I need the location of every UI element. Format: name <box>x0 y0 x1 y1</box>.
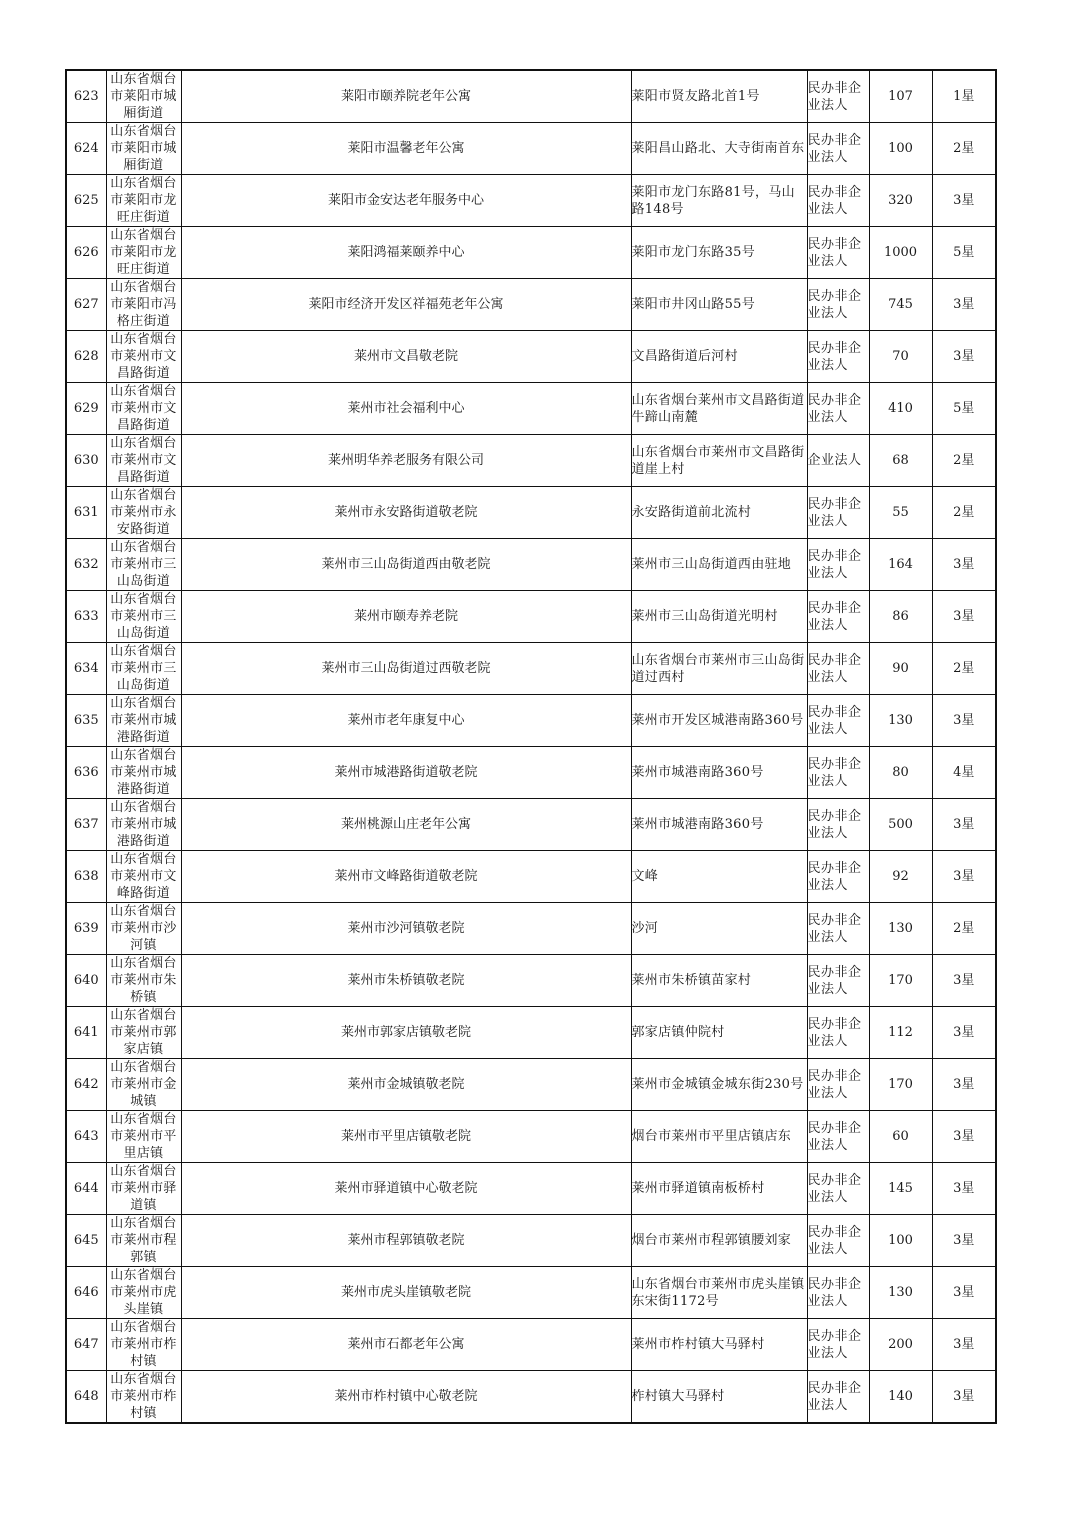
star-rating-cell: 3星 <box>932 695 996 747</box>
bed-count-cell: 170 <box>869 1059 932 1111</box>
location-cell: 山东省烟台市莱州市程郭镇 <box>106 1215 181 1267</box>
star-rating-cell: 3星 <box>932 1267 996 1319</box>
bed-count-cell: 70 <box>869 331 932 383</box>
row-number-cell: 639 <box>66 903 106 955</box>
institution-name-cell: 莱州市颐寿养老院 <box>181 591 631 643</box>
bed-count-cell: 90 <box>869 643 932 695</box>
address-cell: 莱州市城港南路360号 <box>631 799 807 851</box>
row-number-cell: 631 <box>66 487 106 539</box>
star-rating-cell: 3星 <box>932 539 996 591</box>
bed-count-cell: 112 <box>869 1007 932 1059</box>
row-number-cell: 632 <box>66 539 106 591</box>
star-rating-cell: 2星 <box>932 487 996 539</box>
address-cell: 文峰 <box>631 851 807 903</box>
institution-name-cell: 莱阳市温馨老年公寓 <box>181 123 631 175</box>
location-cell: 山东省烟台市莱州市三山岛街道 <box>106 539 181 591</box>
legal-type-cell: 民办非企业法人 <box>807 383 869 435</box>
row-number-cell: 629 <box>66 383 106 435</box>
address-cell: 莱州市驿道镇南板桥村 <box>631 1163 807 1215</box>
legal-type-cell: 民办非企业法人 <box>807 1371 869 1424</box>
star-rating-cell: 3星 <box>932 1059 996 1111</box>
address-cell: 莱阳市龙门东路81号，马山路148号 <box>631 175 807 227</box>
star-rating-cell: 3星 <box>932 851 996 903</box>
row-number-cell: 636 <box>66 747 106 799</box>
star-rating-cell: 3星 <box>932 1319 996 1371</box>
address-cell: 山东省烟台市莱州市三山岛街道过西村 <box>631 643 807 695</box>
legal-type-cell: 民办非企业法人 <box>807 1215 869 1267</box>
address-cell: 莱阳市龙门东路35号 <box>631 227 807 279</box>
location-cell: 山东省烟台市莱州市文峰路街道 <box>106 851 181 903</box>
row-number-cell: 643 <box>66 1111 106 1163</box>
table-row <box>66 279 996 331</box>
location-cell: 山东省烟台市莱阳市城厢街道 <box>106 123 181 175</box>
institution-name-cell: 莱州市社会福利中心 <box>181 383 631 435</box>
legal-type-cell: 民办非企业法人 <box>807 1319 869 1371</box>
bed-count-cell: 200 <box>869 1319 932 1371</box>
row-number-cell: 627 <box>66 279 106 331</box>
location-cell: 山东省烟台市莱州市文昌路街道 <box>106 383 181 435</box>
location-cell: 山东省烟台市莱州市城港路街道 <box>106 799 181 851</box>
star-rating-cell: 2星 <box>932 643 996 695</box>
star-rating-cell: 2星 <box>932 903 996 955</box>
row-number-cell: 626 <box>66 227 106 279</box>
legal-type-cell: 民办非企业法人 <box>807 955 869 1007</box>
table-row <box>66 643 996 695</box>
star-rating-cell: 4星 <box>932 747 996 799</box>
bed-count-cell: 130 <box>869 695 932 747</box>
table-row <box>66 1371 996 1424</box>
bed-count-cell: 68 <box>869 435 932 487</box>
table-row <box>66 383 996 435</box>
legal-type-cell: 民办非企业法人 <box>807 1267 869 1319</box>
legal-type-cell: 民办非企业法人 <box>807 695 869 747</box>
table-row <box>66 903 996 955</box>
institution-name-cell: 莱阳市颐养院老年公寓 <box>181 70 631 123</box>
row-number-cell: 646 <box>66 1267 106 1319</box>
address-cell: 莱州市城港南路360号 <box>631 747 807 799</box>
address-cell: 文昌路街道后河村 <box>631 331 807 383</box>
location-cell: 山东省烟台市莱州市文昌路街道 <box>106 435 181 487</box>
table-row <box>66 1319 996 1371</box>
address-cell: 山东省烟台市莱州市文昌路街道崖上村 <box>631 435 807 487</box>
row-number-cell: 630 <box>66 435 106 487</box>
bed-count-cell: 55 <box>869 487 932 539</box>
table-row <box>66 227 996 279</box>
legal-type-cell: 民办非企业法人 <box>807 643 869 695</box>
bed-count-cell: 130 <box>869 903 932 955</box>
bed-count-cell: 500 <box>869 799 932 851</box>
row-number-cell: 637 <box>66 799 106 851</box>
institution-name-cell: 莱州市文峰路街道敬老院 <box>181 851 631 903</box>
institution-name-cell: 莱州市石都老年公寓 <box>181 1319 631 1371</box>
location-cell: 山东省烟台市莱州市沙河镇 <box>106 903 181 955</box>
row-number-cell: 645 <box>66 1215 106 1267</box>
institution-name-cell: 莱州市城港路街道敬老院 <box>181 747 631 799</box>
legal-type-cell: 民办非企业法人 <box>807 1059 869 1111</box>
location-cell: 山东省烟台市莱阳市冯格庄街道 <box>106 279 181 331</box>
address-cell: 莱阳昌山路北、大寺街南首东 <box>631 123 807 175</box>
star-rating-cell: 3星 <box>932 1007 996 1059</box>
location-cell: 山东省烟台市莱州市永安路街道 <box>106 487 181 539</box>
location-cell: 山东省烟台市莱阳市城厢街道 <box>106 70 181 123</box>
legal-type-cell: 民办非企业法人 <box>807 227 869 279</box>
row-number-cell: 642 <box>66 1059 106 1111</box>
bed-count-cell: 100 <box>869 1215 932 1267</box>
address-cell: 莱州市三山岛街道光明村 <box>631 591 807 643</box>
table-row <box>66 1215 996 1267</box>
bed-count-cell: 92 <box>869 851 932 903</box>
institution-name-cell: 莱州桃源山庄老年公寓 <box>181 799 631 851</box>
table-row <box>66 435 996 487</box>
star-rating-cell: 5星 <box>932 383 996 435</box>
bed-count-cell: 1000 <box>869 227 932 279</box>
address-cell: 烟台市莱州市平里店镇店东 <box>631 1111 807 1163</box>
row-number-cell: 634 <box>66 643 106 695</box>
star-rating-cell: 3星 <box>932 1163 996 1215</box>
institution-name-cell: 莱州市永安路街道敬老院 <box>181 487 631 539</box>
legal-type-cell: 民办非企业法人 <box>807 851 869 903</box>
table-row <box>66 1163 996 1215</box>
star-rating-cell: 3星 <box>932 279 996 331</box>
institution-name-cell: 莱州市平里店镇敬老院 <box>181 1111 631 1163</box>
star-rating-cell: 2星 <box>932 123 996 175</box>
row-number-cell: 625 <box>66 175 106 227</box>
bed-count-cell: 107 <box>869 70 932 123</box>
institution-name-cell: 莱州市朱桥镇敬老院 <box>181 955 631 1007</box>
table-row <box>66 331 996 383</box>
institution-name-cell: 莱州市驿道镇中心敬老院 <box>181 1163 631 1215</box>
star-rating-cell: 5星 <box>932 227 996 279</box>
legal-type-cell: 民办非企业法人 <box>807 747 869 799</box>
star-rating-cell: 2星 <box>932 435 996 487</box>
table-row <box>66 851 996 903</box>
bed-count-cell: 145 <box>869 1163 932 1215</box>
location-cell: 山东省烟台市莱阳市龙旺庄街道 <box>106 227 181 279</box>
star-rating-cell: 3星 <box>932 1215 996 1267</box>
row-number-cell: 648 <box>66 1371 106 1424</box>
address-cell: 永安路街道前北流村 <box>631 487 807 539</box>
address-cell: 沙河 <box>631 903 807 955</box>
legal-type-cell: 民办非企业法人 <box>807 279 869 331</box>
table-row <box>66 1267 996 1319</box>
legal-type-cell: 企业法人 <box>807 435 869 487</box>
location-cell: 山东省烟台市莱州市三山岛街道 <box>106 643 181 695</box>
legal-type-cell: 民办非企业法人 <box>807 799 869 851</box>
institution-name-cell: 莱州市老年康复中心 <box>181 695 631 747</box>
star-rating-cell: 3星 <box>932 1111 996 1163</box>
bed-count-cell: 86 <box>869 591 932 643</box>
star-rating-cell: 3星 <box>932 331 996 383</box>
table-row <box>66 487 996 539</box>
star-rating-cell: 3星 <box>932 175 996 227</box>
legal-type-cell: 民办非企业法人 <box>807 123 869 175</box>
bed-count-cell: 164 <box>869 539 932 591</box>
legal-type-cell: 民办非企业法人 <box>807 1007 869 1059</box>
institution-name-cell: 莱州市柞村镇中心敬老院 <box>181 1371 631 1424</box>
address-cell: 烟台市莱州市程郭镇腰刘家 <box>631 1215 807 1267</box>
row-number-cell: 633 <box>66 591 106 643</box>
bed-count-cell: 100 <box>869 123 932 175</box>
bed-count-cell: 80 <box>869 747 932 799</box>
institution-name-cell: 莱州市虎头崖镇敬老院 <box>181 1267 631 1319</box>
row-number-cell: 623 <box>66 70 106 123</box>
elderly-care-institution-table <box>65 69 997 1424</box>
document-page <box>65 69 995 1424</box>
address-cell: 郭家店镇仲院村 <box>631 1007 807 1059</box>
star-rating-cell: 1星 <box>932 70 996 123</box>
location-cell: 山东省烟台市莱州市城港路街道 <box>106 747 181 799</box>
location-cell: 山东省烟台市莱州市虎头崖镇 <box>106 1267 181 1319</box>
location-cell: 山东省烟台市莱州市平里店镇 <box>106 1111 181 1163</box>
location-cell: 山东省烟台市莱州市朱桥镇 <box>106 955 181 1007</box>
address-cell: 莱州市金城镇金城东街230号 <box>631 1059 807 1111</box>
institution-name-cell: 莱阳鸿福莱颐养中心 <box>181 227 631 279</box>
table-row <box>66 955 996 1007</box>
bed-count-cell: 170 <box>869 955 932 1007</box>
location-cell: 山东省烟台市莱州市三山岛街道 <box>106 591 181 643</box>
row-number-cell: 638 <box>66 851 106 903</box>
institution-name-cell: 莱州市三山岛街道过西敬老院 <box>181 643 631 695</box>
bed-count-cell: 745 <box>869 279 932 331</box>
address-cell: 莱州市柞村镇大马驿村 <box>631 1319 807 1371</box>
row-number-cell: 628 <box>66 331 106 383</box>
legal-type-cell: 民办非企业法人 <box>807 487 869 539</box>
row-number-cell: 647 <box>66 1319 106 1371</box>
legal-type-cell: 民办非企业法人 <box>807 175 869 227</box>
star-rating-cell: 3星 <box>932 1371 996 1424</box>
table-row <box>66 591 996 643</box>
institution-name-cell: 莱州市金城镇敬老院 <box>181 1059 631 1111</box>
address-cell: 莱阳市贤友路北首1号 <box>631 70 807 123</box>
address-cell: 柞村镇大马驿村 <box>631 1371 807 1424</box>
institution-name-cell: 莱阳市金安达老年服务中心 <box>181 175 631 227</box>
table-row <box>66 123 996 175</box>
star-rating-cell: 3星 <box>932 955 996 1007</box>
table-row <box>66 1111 996 1163</box>
legal-type-cell: 民办非企业法人 <box>807 591 869 643</box>
location-cell: 山东省烟台市莱阳市龙旺庄街道 <box>106 175 181 227</box>
location-cell: 山东省烟台市莱州市郭家店镇 <box>106 1007 181 1059</box>
institution-name-cell: 莱州市沙河镇敬老院 <box>181 903 631 955</box>
row-number-cell: 624 <box>66 123 106 175</box>
bed-count-cell: 130 <box>869 1267 932 1319</box>
table-body <box>66 70 996 1423</box>
bed-count-cell: 320 <box>869 175 932 227</box>
star-rating-cell: 3星 <box>932 591 996 643</box>
row-number-cell: 640 <box>66 955 106 1007</box>
row-number-cell: 635 <box>66 695 106 747</box>
address-cell: 山东省烟台莱州市文昌路街道牛蹄山南麓 <box>631 383 807 435</box>
address-cell: 莱州市开发区城港南路360号 <box>631 695 807 747</box>
table-row <box>66 70 996 123</box>
institution-name-cell: 莱州市郭家店镇敬老院 <box>181 1007 631 1059</box>
address-cell: 山东省烟台市莱州市虎头崖镇东宋街1172号 <box>631 1267 807 1319</box>
star-rating-cell: 3星 <box>932 799 996 851</box>
institution-name-cell: 莱州市程郭镇敬老院 <box>181 1215 631 1267</box>
location-cell: 山东省烟台市莱州市金城镇 <box>106 1059 181 1111</box>
location-cell: 山东省烟台市莱州市城港路街道 <box>106 695 181 747</box>
legal-type-cell: 民办非企业法人 <box>807 539 869 591</box>
bed-count-cell: 60 <box>869 1111 932 1163</box>
table-row <box>66 799 996 851</box>
legal-type-cell: 民办非企业法人 <box>807 903 869 955</box>
location-cell: 山东省烟台市莱州市驿道镇 <box>106 1163 181 1215</box>
legal-type-cell: 民办非企业法人 <box>807 331 869 383</box>
row-number-cell: 641 <box>66 1007 106 1059</box>
location-cell: 山东省烟台市莱州市柞村镇 <box>106 1319 181 1371</box>
location-cell: 山东省烟台市莱州市文昌路街道 <box>106 331 181 383</box>
legal-type-cell: 民办非企业法人 <box>807 1111 869 1163</box>
table-row <box>66 175 996 227</box>
institution-name-cell: 莱州市文昌敬老院 <box>181 331 631 383</box>
table-row <box>66 1007 996 1059</box>
institution-name-cell: 莱州明华养老服务有限公司 <box>181 435 631 487</box>
table-row <box>66 539 996 591</box>
address-cell: 莱州市朱桥镇苗家村 <box>631 955 807 1007</box>
table-row <box>66 695 996 747</box>
bed-count-cell: 140 <box>869 1371 932 1424</box>
bed-count-cell: 410 <box>869 383 932 435</box>
legal-type-cell: 民办非企业法人 <box>807 1163 869 1215</box>
institution-name-cell: 莱阳市经济开发区祥福苑老年公寓 <box>181 279 631 331</box>
institution-name-cell: 莱州市三山岛街道西由敬老院 <box>181 539 631 591</box>
address-cell: 莱阳市井冈山路55号 <box>631 279 807 331</box>
location-cell: 山东省烟台市莱州市柞村镇 <box>106 1371 181 1424</box>
table-row <box>66 747 996 799</box>
address-cell: 莱州市三山岛街道西由驻地 <box>631 539 807 591</box>
table-row <box>66 1059 996 1111</box>
row-number-cell: 644 <box>66 1163 106 1215</box>
legal-type-cell: 民办非企业法人 <box>807 70 869 123</box>
